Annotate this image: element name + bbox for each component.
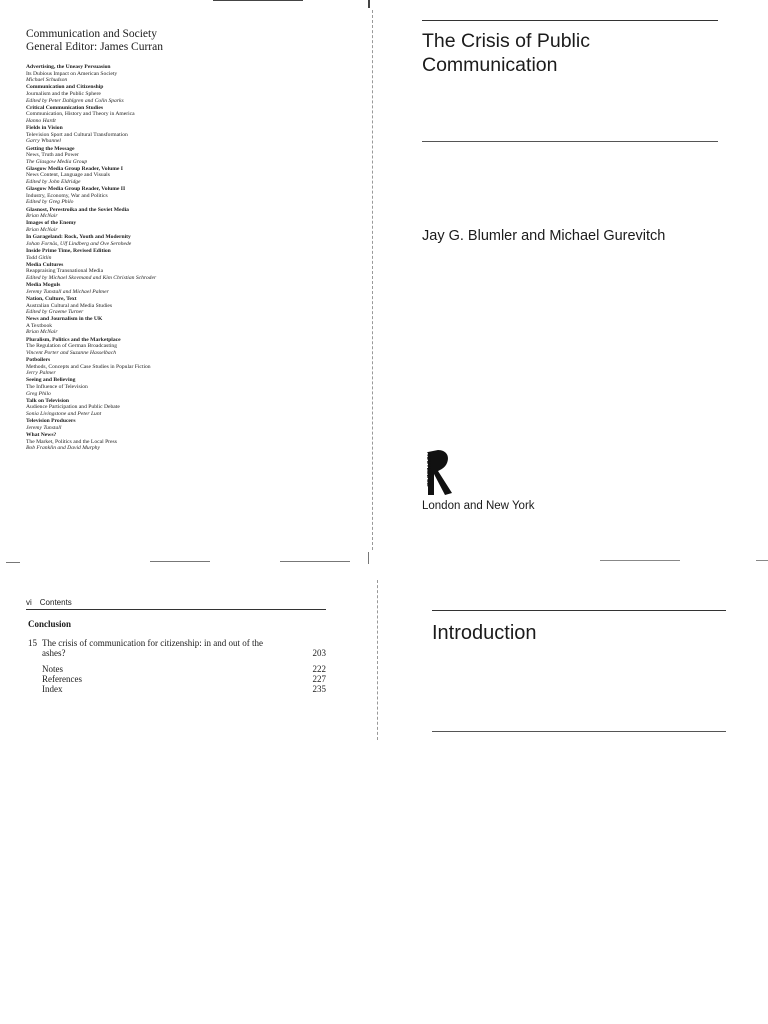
series-entry <box>26 316 326 336</box>
series-entry <box>26 166 326 186</box>
series-entry <box>26 282 326 295</box>
entry-author: Edited by Greg Philo <box>26 199 74 206</box>
series-entry <box>26 248 326 261</box>
entry-author: Michael Schudson <box>26 77 68 84</box>
entry-author: Sonia Livingstone and Peter Lunt <box>26 410 102 417</box>
entry-author: Hanno Hardt <box>26 117 56 124</box>
chapter-title: The crisis of communication for citizenship: in and out of the <box>42 638 263 648</box>
series-entry <box>26 186 326 206</box>
book-title-line-1: The Crisis of Public <box>422 30 590 52</box>
toc-page: 227 <box>312 674 326 684</box>
toc-label: Notes <box>42 664 63 674</box>
series-entry <box>26 357 326 377</box>
book-title-line-2: Communication <box>422 54 558 76</box>
toc-chapter-row-cont <box>28 648 326 658</box>
entry-author: Jeremy Tunstall and Michael Palmer <box>26 288 109 295</box>
chapter-number: 15 <box>28 638 37 648</box>
entry-title: Pluralism, Politics and the Marketplace <box>26 336 121 343</box>
series-heading <box>26 28 163 54</box>
series-entry <box>26 262 326 282</box>
entry-title: Glasgow Media Group Reader, Volume II <box>26 186 126 193</box>
entry-title: Television Producers <box>26 418 76 425</box>
entry-subtitle: Methods, Concepts and Case Studies in Popular Fiction <box>26 363 151 370</box>
mid-rule <box>422 141 718 142</box>
entry-title: Seeing and Believing <box>26 377 76 384</box>
entry-author: Edited by John Eldridge <box>26 179 81 186</box>
series-name: Communication and Society <box>26 28 157 40</box>
series-entry <box>26 125 326 145</box>
running-header <box>26 598 72 607</box>
entry-title: Images of the Enemy <box>26 220 77 227</box>
toc-page: 235 <box>312 684 326 694</box>
toc-row <box>28 664 326 674</box>
series-entry <box>26 398 326 418</box>
entry-subtitle: Australian Cultural and Media Studies <box>26 302 113 309</box>
entry-subtitle: News Content, Language and Visuals <box>26 172 110 179</box>
entry-subtitle: Its Dubious Impact on American Society <box>26 70 118 77</box>
entry-title: Inside Prime Time, Revised Edition <box>26 247 111 254</box>
book-authors: Jay G. Blumler and Michael Gurevitch <box>422 228 666 244</box>
entry-title: Advertising, the Uneasy Persuasion <box>26 64 111 70</box>
series-entry <box>26 220 326 233</box>
page-folio: vi <box>26 598 32 607</box>
series-entry <box>26 207 326 220</box>
bottom-rule <box>432 731 726 732</box>
entry-title: Potboilers <box>26 357 51 364</box>
table-of-contents <box>28 638 326 694</box>
entry-subtitle: Audience Participation and Public Debate <box>26 404 120 411</box>
entry-subtitle: The Influence of Television <box>26 384 88 390</box>
publication-place: London and New York <box>422 500 535 512</box>
series-page <box>0 0 384 560</box>
introduction-page <box>384 560 768 1024</box>
top-rule <box>432 610 726 611</box>
series-entry <box>26 146 326 166</box>
toc-label: References <box>42 674 82 684</box>
toc-row <box>28 674 326 684</box>
series-entry <box>26 84 326 104</box>
entry-title: Glasnost, Perestroika and the Soviet Media <box>26 206 129 213</box>
chapter-title-cont: ashes? <box>42 648 66 658</box>
series-entry <box>26 234 326 247</box>
series-entry <box>26 64 326 84</box>
entry-subtitle: Journalism and the Public Sphere <box>26 90 101 97</box>
entry-title: Nation, Culture, Text <box>26 295 77 302</box>
series-entry <box>26 296 326 316</box>
toc-label: Index <box>42 684 63 694</box>
entry-author: Jerry Palmer <box>26 370 56 377</box>
entry-subtitle: Reappraising Transnational Media <box>26 268 104 275</box>
toc-page: 222 <box>312 664 326 674</box>
running-head-text: Contents <box>39 598 72 607</box>
chapter-page: 203 <box>312 648 326 658</box>
entry-author: The Glasgow Media Group <box>26 158 88 165</box>
routledge-logo-icon <box>424 448 454 498</box>
publisher-logo-text: ROUTLEDGE <box>425 452 431 487</box>
entry-author: Garry Whannel <box>26 138 61 145</box>
contents-page <box>0 560 384 1024</box>
entry-subtitle: Communication, History and Theory in America <box>26 111 135 118</box>
entry-title: Fields in Vision <box>26 125 63 132</box>
section-heading: Conclusion <box>28 619 72 629</box>
title-page <box>384 0 768 560</box>
toc-row <box>28 684 326 694</box>
chapter-heading: Introduction <box>432 622 537 644</box>
entry-title: Glasgow Media Group Reader, Volume I <box>26 165 123 172</box>
entry-author: Edited by Graeme Turner <box>26 309 84 316</box>
entry-title: Getting the Message <box>26 145 75 152</box>
series-entry <box>26 105 326 125</box>
entry-author: Edited by Peter Dahlgren and Colin Sparks <box>26 97 124 104</box>
publisher-logo <box>424 448 454 498</box>
entry-author: Brian McNair <box>26 213 58 220</box>
entry-title: What News? <box>26 431 57 438</box>
entry-author: Johan Fornäs, Ulf Lindberg and Ove Sernhede <box>26 240 132 247</box>
entry-subtitle: News, Truth and Power <box>26 152 79 159</box>
entry-author: Jeremy Tunstall <box>26 424 62 431</box>
series-entry <box>26 418 326 431</box>
entry-subtitle: Television Sport and Cultural Transformation <box>26 131 128 138</box>
entry-subtitle: Industry, Economy, War and Politics <box>26 192 108 199</box>
entry-title: Media Cultures <box>26 261 64 268</box>
series-entry <box>26 432 326 452</box>
book-title <box>422 29 722 77</box>
entry-author: Brian McNair <box>26 329 58 336</box>
header-rule <box>26 609 326 610</box>
entry-author: Edited by Michael Skovmand and Kim Christian Schroder <box>26 274 157 281</box>
entry-subtitle: The Regulation of German Broadcasting <box>26 343 118 350</box>
entry-author: Todd Gitlin <box>26 254 52 261</box>
entry-title: News and Journalism in the UK <box>26 316 103 323</box>
entry-title: Critical Communication Studies <box>26 104 104 111</box>
entry-title: Media Moguls <box>26 282 61 289</box>
top-rule <box>422 20 718 21</box>
entry-author: Vincent Porter and Suzanne Hasselbach <box>26 349 117 356</box>
entry-title: Talk on Television <box>26 397 70 404</box>
toc-chapter-row <box>28 638 326 648</box>
entry-subtitle: A Textbook <box>26 322 53 329</box>
series-entry <box>26 337 326 357</box>
entry-author: Brian McNair <box>26 227 58 233</box>
entry-subtitle: The Market, Politics and the Local Press <box>26 438 117 445</box>
series-title-list <box>26 64 326 452</box>
entry-title: Communication and Citizenship <box>26 84 104 91</box>
entry-author: Greg Philo <box>26 390 51 397</box>
entry-author: Bob Franklin and David Murphy <box>26 445 100 452</box>
series-entry <box>26 377 326 397</box>
entry-title: In Garageland: Rock, Youth and Modernity <box>26 234 131 241</box>
series-editor: General Editor: James Curran <box>26 41 163 53</box>
